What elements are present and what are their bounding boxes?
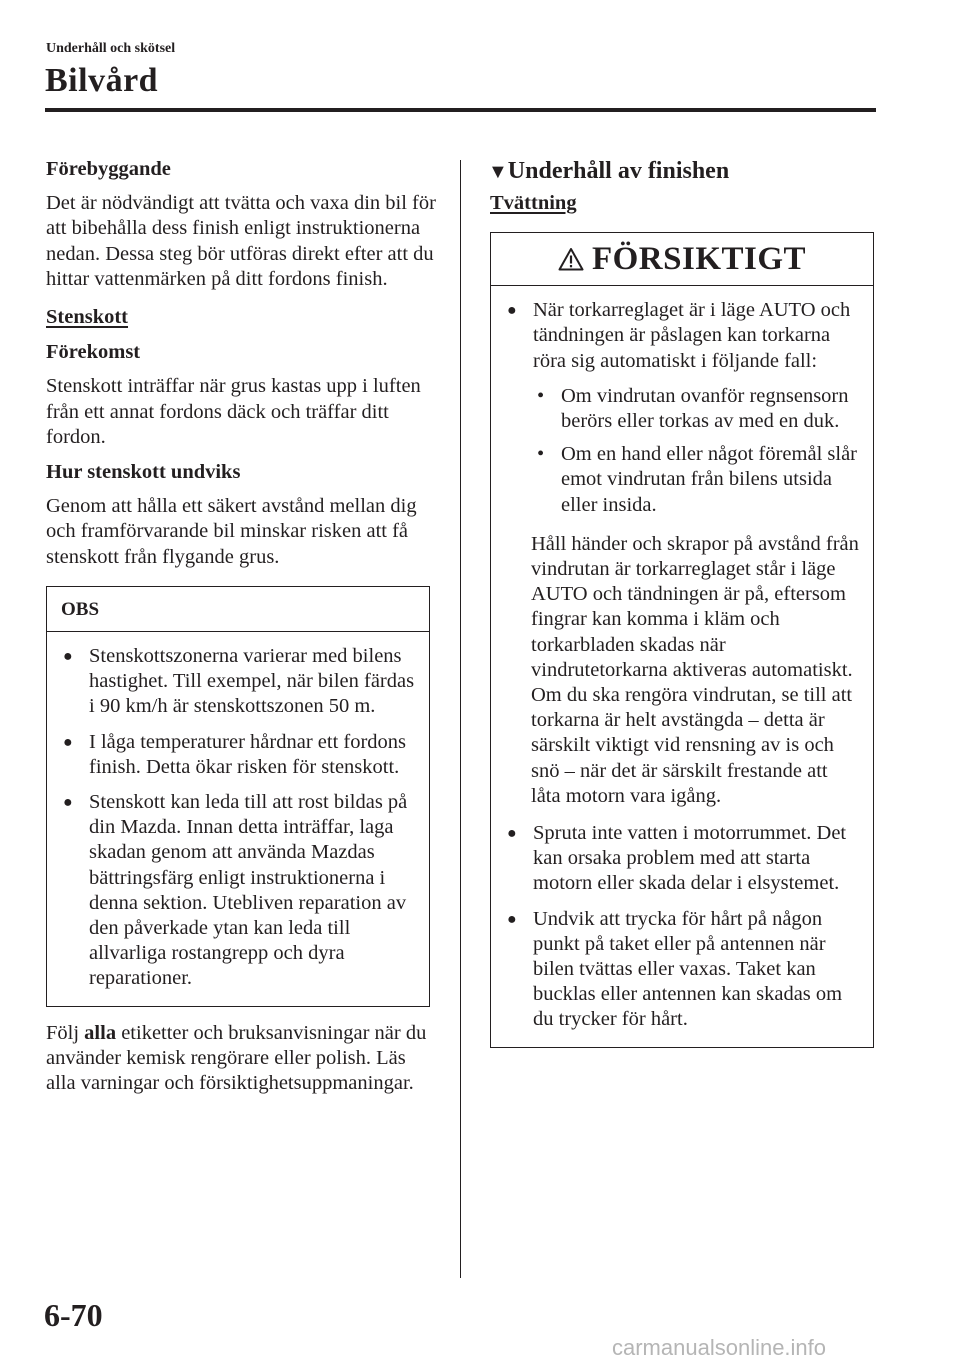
note-body (47, 632, 429, 1006)
caution-header (491, 233, 873, 286)
caution-box (490, 232, 874, 1047)
caution-subitem-text: Om vindrutan ovanför regnsensorn berörs eller torkas av med en duk. (561, 384, 849, 433)
paragraph-undviks: Genom att hålla ett säkert avstånd mellan dig och framförvarande bil minskar risken att få stenskott från flygande grus. (46, 495, 417, 568)
note-item-text: Stenskottszonerna varierar med bilens hastighet. Till exempel, när bilen färdas i 90 km/h är stenskottszonen 50 m. (89, 645, 415, 718)
subheading-stenskott: Stenskott (46, 306, 129, 329)
bullet-icon: ● (63, 733, 73, 751)
caution-item (505, 821, 859, 897)
right-column (490, 157, 878, 1048)
caution-item-text: Undvik att trycka för hårt på någon punkt på taket eller på antennen när bilen tvättas eller vaxas. Taket kan bucklas eller antennen kan skadas om du trycker för hårt. (533, 907, 843, 1031)
bullet-icon: ● (63, 794, 73, 812)
note-item (61, 644, 415, 720)
title-rule (45, 108, 876, 112)
paragraph-intro: Det är nödvändigt att tvätta och vaxa din bil för att bibehålla dess finish enligt instruktionerna nedan. Dessa steg bör utföras direkt efter att du hittar vattenmärken på ditt fordons finish. (46, 192, 436, 290)
heading-underhall-text: Underhåll av finishen (507, 158, 730, 184)
note-item-text: Stenskott kan leda till att rost bildas på din Mazda. Innan detta inträffar, laga skadan genom att använda Mazdas bättringsfärg enligt instruktionerna i denna sektion. Utebliven reparation av den påverkade ytan kan leda till allvarliga rostangrepp och dyra reparationer. (89, 791, 408, 990)
subbullet-icon: • (537, 384, 545, 407)
final-text-bold: alla (84, 1021, 117, 1044)
warning-icon (558, 247, 584, 271)
bullet-icon: ● (63, 648, 73, 666)
bullet-icon: ● (507, 910, 517, 928)
subheading-tvattning: Tvättning (490, 192, 577, 214)
left-column (46, 157, 438, 1096)
paragraph-forekomst: Stenskott inträffar när grus kastas upp i luften från ett annat fordons däck och träffar ditt fordon. (46, 375, 421, 448)
triangle-down-icon: ▼ (488, 161, 508, 183)
column-divider (460, 160, 461, 1278)
caution-paragraph-a: Håll händer och skrapor på avstånd från vindrutan är torkarreglaget står i läge AUTO och tändningen är på, eftersom fingrar kan komma i kläm och torkarbladen skadas när vindrutetorkarna aktiveras automatiskt. (531, 532, 859, 681)
section-label: Underhåll och skötsel (46, 41, 176, 56)
paragraph-final (46, 1021, 438, 1097)
final-text-pre: Följ (46, 1021, 80, 1044)
note-item (61, 790, 415, 992)
caution-item (505, 298, 859, 518)
caution-body (491, 286, 873, 1046)
caution-item (505, 907, 859, 1033)
caution-subitem (533, 442, 859, 518)
heading-forebyggande: Förebyggande (46, 158, 171, 180)
subbullet-icon: • (537, 443, 545, 466)
page-number: 6-70 (44, 1297, 103, 1333)
caution-paragraph-b: Om du ska rengöra vindrutan, se till att torkarna är helt avstängda – detta är särskilt viktigt vid rensning av is och snö – när det är särskilt frestande att låta motorn vara igång. (531, 684, 853, 807)
caution-item-text: Spruta inte vatten i motorrummet. Det kan orsaka problem med att starta motorn eller skada delar i elsystemet. (533, 822, 847, 895)
heading-underhall (488, 157, 878, 186)
note-item-text: I låga temperaturer hårdnar ett fordons finish. Detta ökar risken för stenskott. (89, 730, 407, 778)
caution-title: FÖRSIKTIGT (591, 240, 807, 277)
bullet-icon: ● (507, 302, 517, 320)
caution-item1-text: När torkarreglaget är i läge AUTO och tändningen är påslagen kan torkarna röra sig automatiskt i följande fall: (533, 299, 851, 372)
note-item (61, 730, 415, 780)
heading-forekomst: Förekomst (46, 341, 141, 364)
bullet-icon: ● (507, 825, 517, 843)
note-box (46, 586, 430, 1007)
watermark: carmanualsonline.info (612, 1335, 827, 1360)
caution-subitem-text: Om en hand eller något föremål slår emot vindrutan från bilens utsida eller insida. (561, 443, 857, 516)
caution-subitem (533, 384, 859, 434)
note-title: OBS (47, 587, 429, 632)
caution-item-text (533, 298, 859, 518)
page-title: Bilvård (45, 62, 159, 99)
heading-undviks: Hur stenskott undviks (46, 461, 241, 484)
final-text-post: etiketter och bruksanvisningar när du använder kemisk rengörare eller polish. Läs alla varningar och försiktighetsuppmaningar. (46, 1021, 427, 1095)
